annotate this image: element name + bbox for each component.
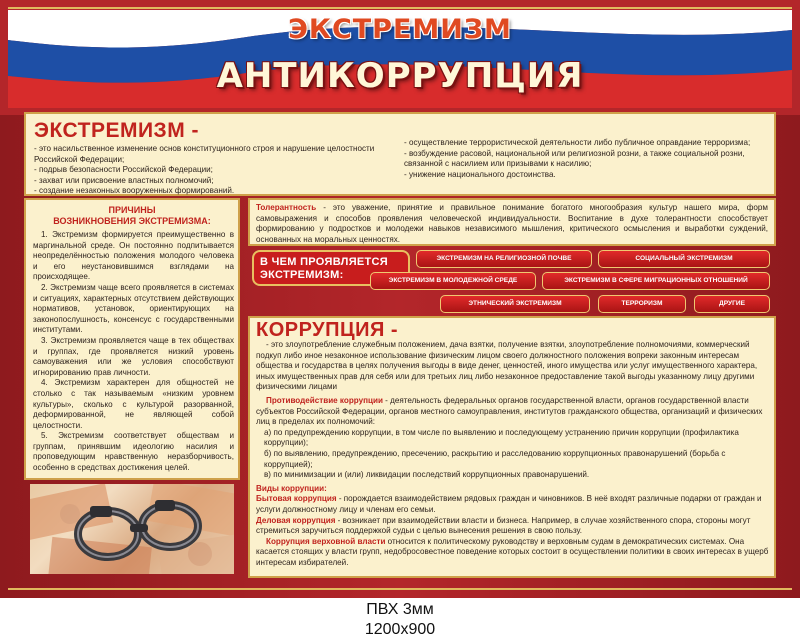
tag-terrorism: ТЕРРОРИЗМ — [598, 295, 686, 313]
counter-item-b: б) по выявлению, предупреждению, пресечению, раскрытию и расследованию коррупционных правонарушений (борьба с коррупцией); — [264, 448, 726, 469]
extremism-heading: ЭКСТРЕМИЗМ - — [34, 119, 200, 142]
causes-heading-line-1: ПРИЧИНЫ — [108, 205, 156, 215]
size-label: 1200х900 — [364, 621, 436, 638]
business-text: - возникает при взаимодействии власти и бизнеса. Например, в случае хозяйственного спора, стороны могут стремиться заручиться поддержкой судьи с целью вынесения решения в свою пользу. — [256, 515, 751, 536]
counter-item-c: в) по минимизации и (или) ликвидации последствий коррупционных правонарушений. — [264, 470, 590, 480]
corruption-panel — [248, 316, 776, 578]
types-heading-text: Виды коррупции: — [256, 483, 327, 493]
tag-ethnic-extremism: ЭТНИЧЕСКИЙ ЭКСТРЕМИЗМ — [440, 295, 590, 313]
top-power-corruption — [256, 537, 770, 569]
cause-item: 2. Экстремизм чаще всего проявляется в системах и ситуациях, характерных отсутствием действующих нормативов, установок, ориентирующих на законопослушность, консенсус с государственными институтами. — [33, 282, 234, 335]
manifests-label-line-2: ЭКСТРЕМИЗМ: — [260, 269, 344, 281]
frame-rule-top — [8, 7, 792, 9]
causes-heading — [26, 205, 238, 227]
corruption-definition: - это злоупотребление служебным положением, дача взятки, получение взятки, злоупотребление полномочиями, коммерческий подкуп либо иное незаконное использование физическим лицом своего должностного положения вопреки законным интересам общества и государства в целях получения выгоды в виде денег, ценностей, иного имущества или услуг имущественного характера, иных имущественных прав для себя или для третьих лиц либо незаконное предоставление такой выгоды указанному лицу другими физическими лицами — [256, 340, 758, 392]
cause-item: 1. Экстремизм формируется преимущественно в маргинальной среде. Он постоянно подпитывается неопределённостью положения молодого человека и его неустановившимся взглядами на происходящее. — [33, 230, 234, 282]
list-item: - возбуждение расовой, национальной или религиозной розни, а также социальной розни, связанной с насилием или призывами к насилию; — [404, 148, 745, 169]
counter-item-a: а) по предупреждению коррупции, в том числе по выявлению и последующему устранению причин коррупции (профилактика коррупции); — [264, 427, 739, 448]
corruption-types-heading — [256, 484, 770, 495]
list-item: - это насильственное изменение основ конституционного строя и нарушение целостности Российской Федерации; — [34, 144, 375, 164]
causes-heading-line-2: ВОЗНИКНОВЕНИЯ ЭКСТРЕМИЗМА: — [53, 216, 211, 226]
title-anticorruption: АНТИКОРРУПЦИЯ — [216, 56, 584, 96]
tolerance-term: Толерантность — [256, 203, 317, 212]
household-corruption — [256, 494, 770, 515]
list-item: - захват или присвоение властных полномочий; — [34, 175, 214, 185]
tag-migration-extremism: ЭКСТРЕМИЗМ В СФЕРЕ МИГРАЦИОННЫХ ОТНОШЕНИЙ — [542, 272, 770, 290]
tag-social-extremism: СОЦИАЛЬНЫЙ ЭКСТРЕМИЗМ — [598, 250, 770, 268]
extremism-definition-panel — [24, 112, 776, 196]
top-power-text: относится к политическому руководству и верховным судам в демократических системах. Она касается стоящих у власти групп, недобросовестное поведение которых состоит в осуществлении политики в своих интересах в ущерб интересам избирателей. — [256, 536, 769, 567]
extremism-list-right — [404, 138, 768, 180]
household-text: - порождается взаимодействием рядовых граждан и чиновников. В неё входят различные подарки от граждан и услуги должностному лицу и членам его семьи. — [256, 494, 762, 514]
tolerance-text — [256, 203, 768, 245]
tag-religious-extremism: ЭКСТРЕМИЗМ НА РЕЛИГИОЗНОЙ ПОЧВЕ — [416, 250, 592, 268]
material-label: ПВХ 3мм — [366, 601, 434, 618]
top-power-term: Коррупция верховной власти — [266, 536, 386, 546]
poster-caption — [0, 600, 800, 640]
business-term: Деловая коррупция — [256, 515, 336, 525]
counter-corruption-term: Противодействие коррупции — [266, 395, 383, 405]
handcuffs-money-image — [30, 484, 234, 574]
causes-panel — [24, 198, 240, 480]
household-term: Бытовая коррупция — [256, 494, 337, 504]
tag-other: ДРУГИЕ — [694, 295, 770, 313]
cause-item: 4. Экстремизм характерен для общностей не столько с так называемым «низким уровнем культуры», сколько с культурой разорванной, деформированной, не являющей собой целостности. — [33, 378, 234, 430]
frame-rule-bottom — [8, 588, 792, 590]
causes-list — [33, 230, 234, 474]
tolerance-definition: - это уважение, принятие и правильное понимание богатого многообразия культур нашего мира, форм самовыражения и способов проявления человеческой индивидуальности. Воспитание в духе толерантности способствует формированию у подростков и молодежи навыков независимого мышления, критического осмысления и выработки суждений, основанных на моральных ценностях. — [256, 203, 768, 244]
list-item: - осуществление террористической деятельности либо публичное оправдание терроризма; — [404, 138, 751, 147]
counter-corruption — [256, 396, 770, 428]
list-item: - унижение национального достоинства. — [404, 169, 556, 179]
list-item: - подрыв безопасности Российской Федерации; — [34, 165, 213, 175]
tag-youth-extremism: ЭКСТРЕМИЗМ В МОЛОДЕЖНОЙ СРЕДЕ — [370, 272, 536, 290]
extremism-list-left — [34, 144, 394, 197]
cause-item: 5. Экстремизм соответствует обществам и группам, принявшим идеологию насилия и проповедующим нравственную неразборчивость, особенно в средствах достижения целей. — [33, 431, 234, 473]
list-item: - создание незаконных вооруженных формирований. — [34, 186, 235, 196]
manifests-label-line-1: В ЧЕМ ПРОЯВЛЯЕТСЯ — [260, 256, 389, 268]
cause-item: 3. Экстремизм проявляется чаще в тех обществах и группах, где проявляется низкий уровень самоуважения или же условия способствуют игнорированию прав личности. — [33, 335, 234, 377]
counter-corruption-text: - деятельность федеральных органов государственной власти, органов государственной власти субъектов Российской Федерации, органов местного самоуправления, институтов гражданского общества, организаций и физических лиц в пределах их полномочий: — [256, 395, 763, 427]
corruption-body — [256, 340, 770, 568]
business-corruption — [256, 516, 770, 537]
tolerance-panel — [248, 198, 776, 246]
title-extremism: ЭКСТРЕМИЗМ — [288, 14, 512, 45]
handcuffs-icon — [30, 484, 234, 574]
corruption-heading: КОРРУПЦИЯ - — [256, 319, 399, 341]
